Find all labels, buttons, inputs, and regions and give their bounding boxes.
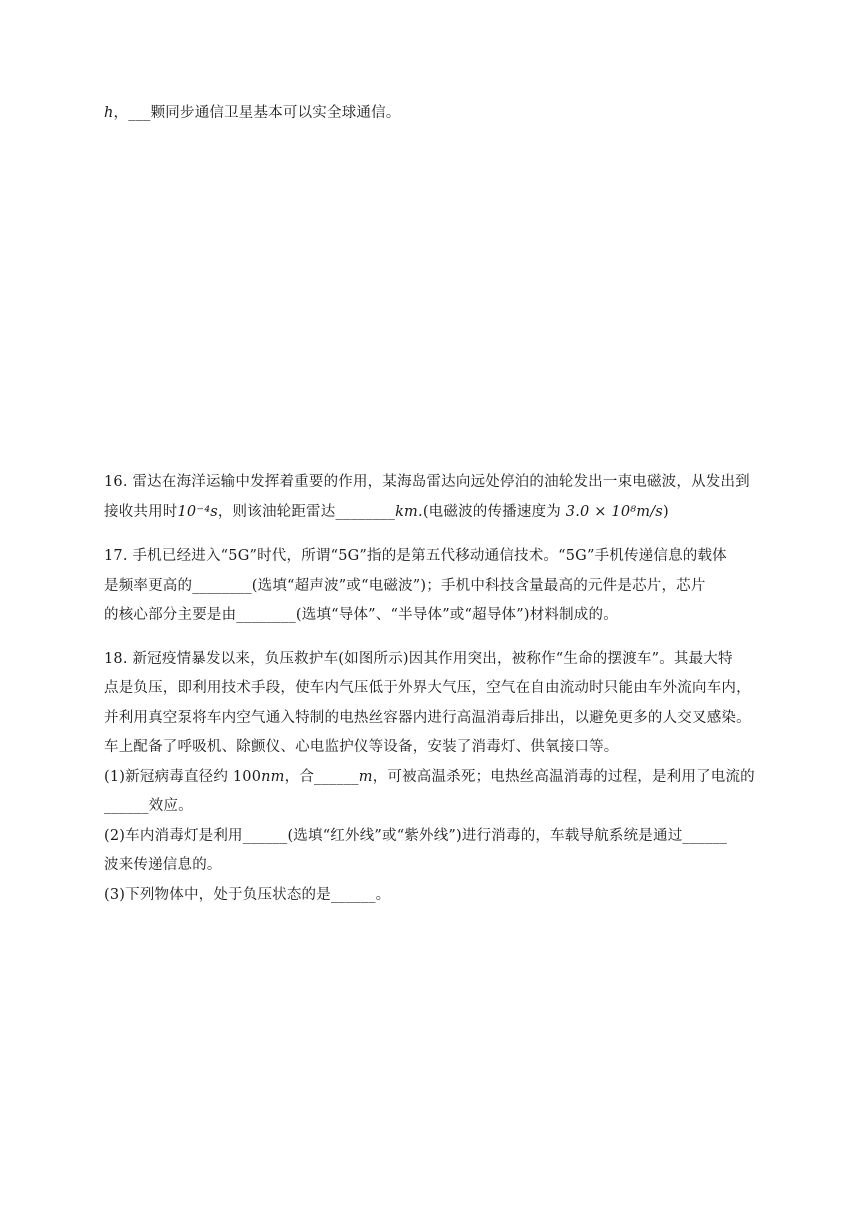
question-18-sub-2-line-2: 波来传递信息的。 xyxy=(104,857,222,873)
q18-sub1-text-c: ，可被高温杀死；电热丝高温消毒的过程，是利用了电流的 xyxy=(372,769,755,785)
q18-unit-m: m xyxy=(358,769,373,785)
q16-unit-km: km. xyxy=(395,504,423,520)
question-18-line-3: 并利用真空泵将车内空气通入特制的电热丝容器内进行高温消毒后排出，以避免更多的人交叉感染。 xyxy=(104,710,751,726)
question-18-sub-1-line-1 xyxy=(104,767,764,787)
q16-text-c: (电磁波的传播速度为 xyxy=(422,504,566,520)
question-17-line-2: 是频率更高的________(选填“超声波”或“电磁波”)；手机中科技含量最高的元件是芯片，芯片 xyxy=(104,578,706,594)
q18-sub1-text-b: ，合______ xyxy=(284,769,359,785)
q16-text-d: ) xyxy=(662,504,669,520)
question-17-line-3: 的核心部分主要是由________(选填“导体”、“半导体”或“超导体”)材料制成的。 xyxy=(104,607,618,623)
question-18-line-2: 点是负压，即利用技术手段，使车内气压低于外界大气压，空气在自由流动时只能由车外流向车内， xyxy=(104,680,751,696)
q18-unit-nm: nm xyxy=(261,769,285,785)
q16-text-a: 接收共用时 xyxy=(104,504,178,520)
top-fragment-text: ，___颗同步通信卫星基本可以实全球通信。 xyxy=(113,105,401,121)
q16-time-value: 10⁻⁴s xyxy=(177,504,218,520)
question-18-sub-3: (3)下列物体中，处于负压状态的是______。 xyxy=(104,887,391,903)
question-18-sub-2-line-1: (2)车内消毒灯是利用______(选填“红外线”或“紫外线”)进行消毒的，车载导航系统是通过______ xyxy=(104,828,728,844)
q16-speed-value: 3.0 × 10⁸m/s xyxy=(565,504,663,520)
question-18-line-1: 18. 新冠疫情暴发以来，负压救护车(如图所示)因其作用突出，被称作“生命的摆渡车”。其最大特 xyxy=(104,651,733,667)
q18-sub1-text-a: (1)新冠病毒直径约 100 xyxy=(104,769,262,785)
top-fragment-line xyxy=(104,103,764,123)
question-16-line-1: 16. 雷达在海洋运输中发挥着重要的作用，某海岛雷达向远处停泊的油轮发出一束电磁波，从发出到 xyxy=(104,474,750,490)
q16-text-b: ，则该油轮距雷达________ xyxy=(217,504,396,520)
question-18-line-4: 车上配备了呼吸机、除颤仪、心电监护仪等设备，安装了消毒灯、供氧接口等。 xyxy=(104,739,619,755)
question-18-sub-1-line-2: ______效应。 xyxy=(104,798,193,814)
question-16-line-2 xyxy=(104,502,764,522)
question-17-line-1: 17. 手机已经进入“5G”时代，所谓“5G”指的是第五代移动通信技术。“5G”手机传递信息的载体 xyxy=(104,548,727,564)
math-symbol-h: h xyxy=(104,105,114,121)
